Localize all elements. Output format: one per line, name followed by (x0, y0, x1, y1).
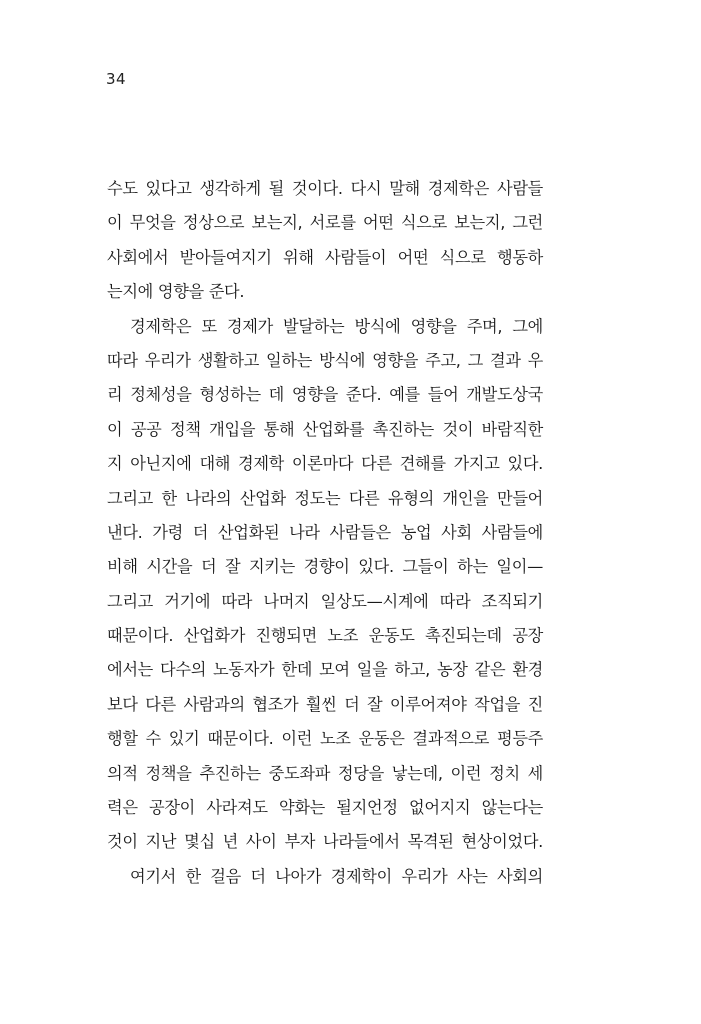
text-line: 지 아닌지에 대해 경제학 이론마다 다른 견해를 가지고 있다. (107, 454, 543, 474)
text-line: 이 무엇을 정상으로 보는지, 서로를 어떤 식으로 보는지, 그런 (107, 213, 543, 233)
body-text (107, 172, 543, 894)
text-line: 이 공공 정책 개입을 통해 산업화를 촉진하는 것이 바람직한 (107, 419, 543, 439)
text-line: 수도 있다고 생각하게 될 것이다. 다시 말해 경제학은 사람들 (107, 179, 543, 198)
text-line: 사회에서 받아들여지기 위해 사람들이 어떤 식으로 행동하 (107, 247, 543, 267)
page-number: 34 (106, 70, 127, 88)
paragraph-first-line: 여기서 한 걸음 더 나아가 경제학이 우리가 사는 사회의 (130, 866, 543, 886)
text-line: 리 정체성을 형성하는 데 영향을 준다. 예를 들어 개발도상국 (107, 385, 543, 405)
text-line: 때문이다. 산업화가 진행되면 노조 운동도 촉진되는데 공장 (107, 626, 543, 646)
text-line: 그리고 거기에 따라 나머지 일상도—시계에 따라 조직되기 (107, 591, 543, 611)
text-line: 에서는 다수의 노동자가 한데 모여 일을 하고, 농장 같은 환경 (107, 660, 543, 680)
text-line: 보다 다른 사람과의 협조가 훨씬 더 잘 이루어져야 작업을 진 (107, 694, 543, 714)
text-line: 력은 공장이 사라져도 약화는 될지언정 없어지지 않는다는 (107, 798, 543, 818)
text-line: 행할 수 있기 때문이다. 이런 노조 운동은 결과적으로 평등주 (107, 729, 543, 749)
text-line: 따라 우리가 생활하고 일하는 방식에 영향을 주고, 그 결과 우 (107, 350, 543, 370)
text-line: 그리고 한 나라의 산업화 정도는 다른 유형의 개인을 만들어 (107, 488, 543, 508)
paragraph-first-line: 경제학은 또 경제가 발달하는 방식에 영향을 주며, 그에 (130, 316, 543, 336)
text-line: 비해 시간을 더 잘 지키는 경향이 있다. 그들이 하는 일이— (107, 557, 543, 577)
text-line: 의적 정책을 추진하는 중도좌파 정당을 낳는데, 이런 정치 세 (107, 763, 543, 783)
text-line: 것이 지난 몇십 년 사이 부자 나라들에서 목격된 현상이었다. (107, 832, 543, 852)
text-line: 는지에 영향을 준다. (107, 282, 245, 302)
text-line: 낸다. 가령 더 산업화된 나라 사람들은 농업 사회 사람들에 (107, 522, 543, 542)
